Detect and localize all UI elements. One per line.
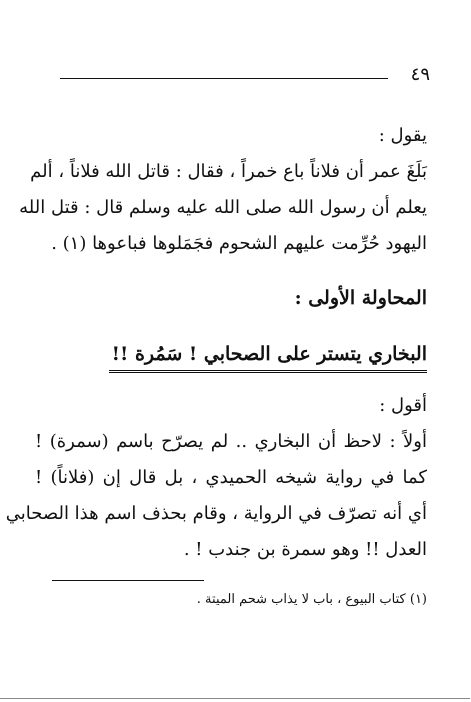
subheading-underline-double: [109, 372, 427, 373]
quote-line-1: بَلَغَ عمر أن فلاناً باع خمراً ، فقال : قاتل الله فلاناً ، ألم: [30, 161, 427, 182]
commentary-line-2: كما في رواية شيخه الحميدي ، بل قال إن (فلاناً) !: [35, 467, 427, 488]
commentary-line-1: أولاً : لاحظ أن البخاري .. لم يصرّح باسم (سمرة) !: [35, 431, 427, 452]
footnote-separator: [52, 580, 204, 581]
page-number: ٤٩: [410, 64, 430, 85]
intro-label: يقول :: [378, 125, 427, 146]
page-header: [60, 64, 430, 88]
subheading-underline: [109, 370, 427, 371]
page-edge: [0, 698, 470, 699]
quote-line-3: اليهود حُرِّمت عليهم الشحوم فجَمَلوها فباعوها (١) .: [51, 233, 427, 254]
section-subheading: البخاري يتستر على الصحابي ! سَمُرة !!: [111, 343, 427, 365]
header-rule: [60, 78, 388, 79]
quote-line-2: يعلم أن رسول الله صلى الله عليه وسلم قال : قتل الله: [19, 197, 427, 218]
attempt-heading: المحاولة الأولى :: [294, 287, 427, 309]
commentary-line-3: أي أنه تصرّف في الرواية ، وقام بحذف اسم هذا الصحابي: [5, 503, 427, 524]
commentary-line-4: العدل !! وهو سمرة بن جندب ! .: [183, 539, 427, 560]
footnote: (١) كتاب البيوع ، باب لا يذاب شحم الميتة .: [196, 592, 427, 607]
commentary-label: أقول :: [379, 395, 427, 416]
